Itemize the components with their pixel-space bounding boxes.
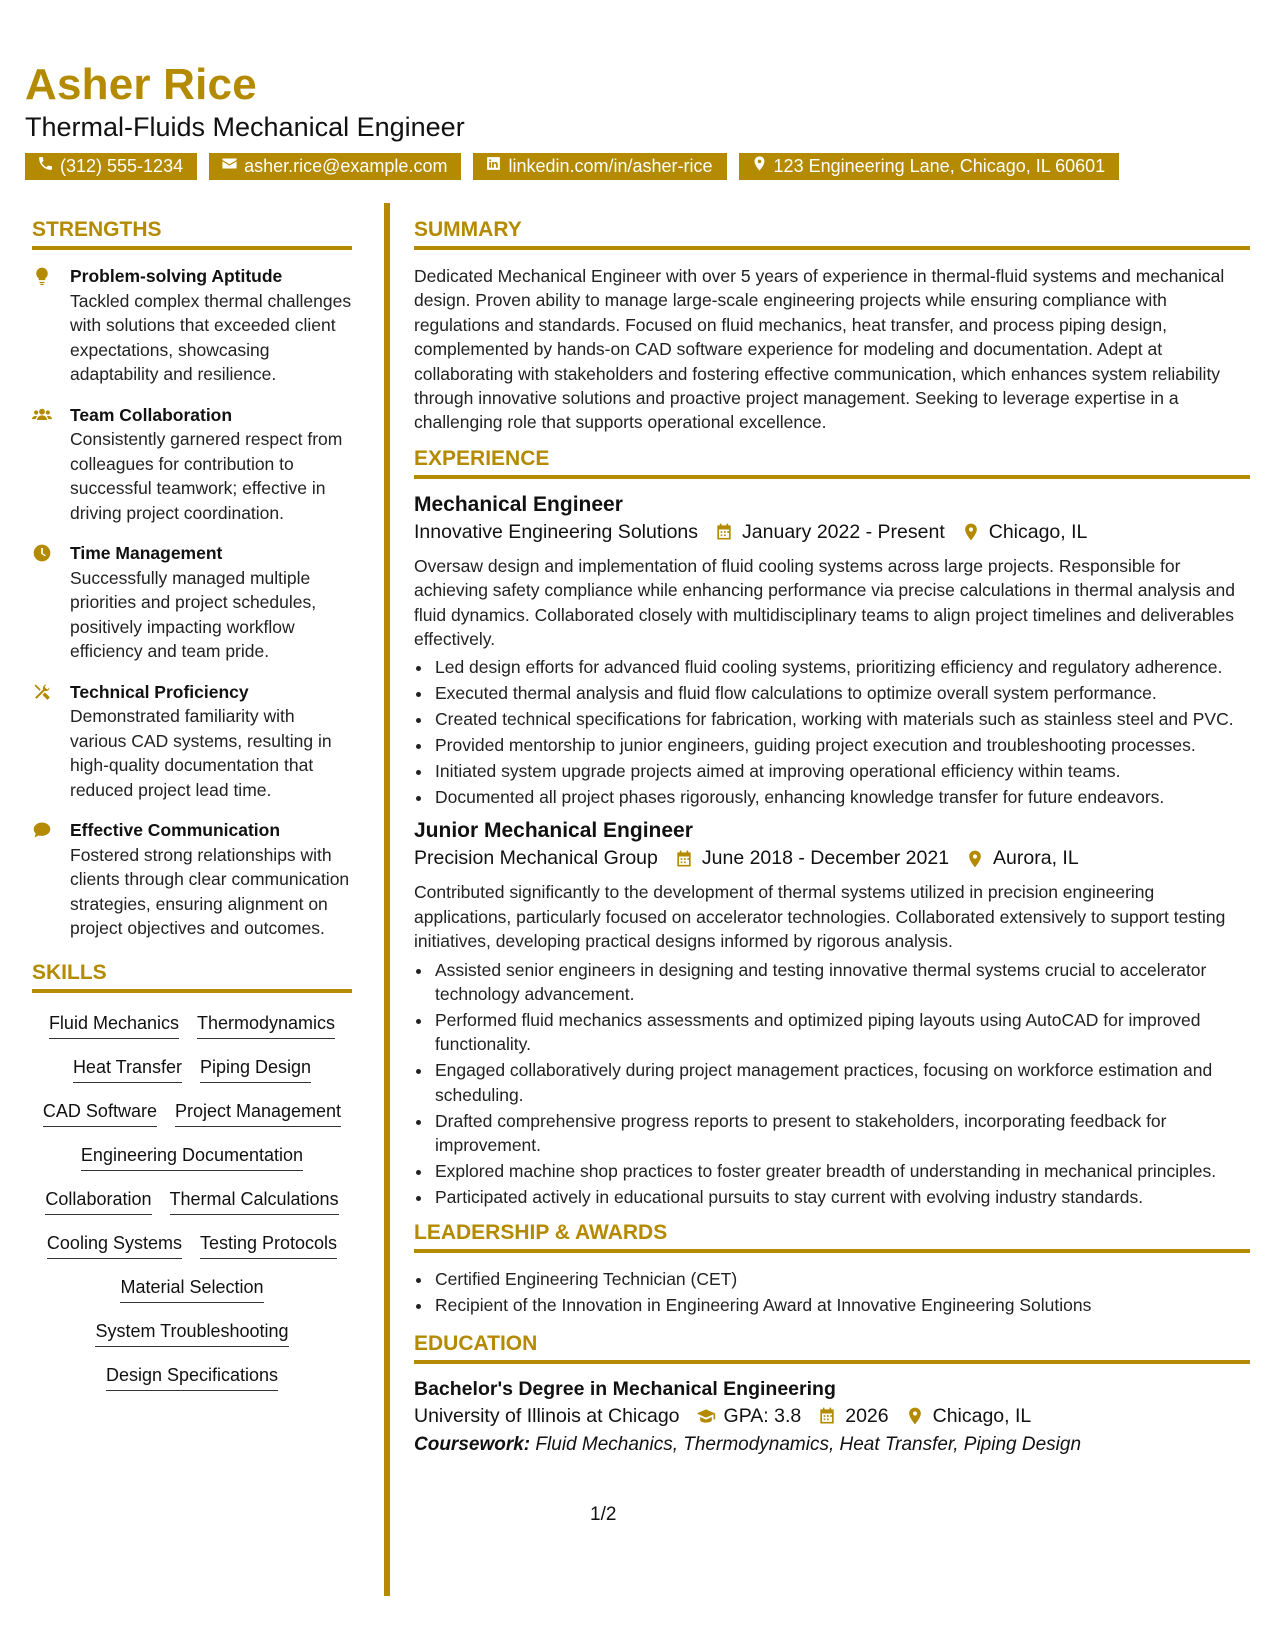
calendar-icon bbox=[714, 522, 734, 542]
bullet-item: • Created technical specifications for fabrication, working with materials such as stainless steel and PVC. bbox=[433, 707, 1250, 731]
bullet-item: • Participated actively in educational pursuits to stay current with evolving industry standards. bbox=[433, 1185, 1250, 1209]
job-description: Oversaw design and implementation of fluid cooling systems across large projects. Responsible for achieving safety compliance while enhancing performance via precise calculations in thermal analysis and fluid dynamics. Collaborated closely with multidisciplinary teams to align project timelines and deliverables effectively. bbox=[414, 555, 1235, 650]
skill-tag: Fluid Mechanics bbox=[49, 1011, 179, 1039]
experience-heading: EXPERIENCE bbox=[414, 447, 1250, 479]
strengths-heading: STRENGTHS bbox=[32, 218, 352, 250]
strength-item bbox=[32, 818, 352, 941]
summary-heading: SUMMARY bbox=[414, 218, 1250, 250]
gpa: GPA: 3.8 bbox=[723, 1404, 802, 1427]
strength-text: Consistently garnered respect from colleagues for contribution to successful teamwork; effective in driving project coordination. bbox=[70, 429, 343, 523]
company-name: Precision Mechanical Group bbox=[414, 847, 658, 870]
left-column bbox=[32, 218, 352, 1391]
school-location: Chicago, IL bbox=[932, 1404, 1032, 1427]
contact-phone[interactable] bbox=[25, 153, 197, 180]
bullet-item: • Performed fluid mechanics assessments and optimized piping layouts using AutoCAD for improved functionality. bbox=[433, 1008, 1250, 1057]
map-pin-icon bbox=[965, 849, 985, 869]
strength-item bbox=[32, 680, 352, 803]
skill-tag: Thermodynamics bbox=[197, 1011, 335, 1039]
bullet-item: • Initiated system upgrade projects aimed at improving operational efficiency within teams. bbox=[433, 759, 1250, 783]
bullet-item: • Provided mentorship to junior engineers, guiding project execution and troubleshooting processes. bbox=[433, 733, 1250, 757]
skills-list bbox=[32, 1009, 352, 1391]
coursework-label: Coursework: bbox=[414, 1433, 531, 1455]
job-location: Aurora, IL bbox=[993, 847, 1079, 870]
bullet-item: • Drafted comprehensive progress reports to present to stakeholders, incorporating feedback for improvement. bbox=[433, 1109, 1250, 1158]
contact-email[interactable] bbox=[209, 153, 461, 180]
strength-text: Demonstrated familiarity with various CAD systems, resulting in high-quality documentation that reduced project lead time. bbox=[70, 706, 332, 800]
skill-tag: Design Specifications bbox=[106, 1363, 278, 1391]
envelope-icon bbox=[221, 153, 238, 180]
skill-tag: Piping Design bbox=[200, 1055, 311, 1083]
leadership-heading: LEADERSHIP & AWARDS bbox=[414, 1221, 1250, 1253]
skill-tag: Project Management bbox=[175, 1099, 341, 1127]
comment-icon bbox=[32, 818, 70, 941]
skill-tag: Cooling Systems bbox=[47, 1231, 182, 1259]
bullet-item: • Recipient of the Innovation in Engineering Award at Innovative Engineering Solutions bbox=[433, 1293, 1250, 1317]
map-pin-icon bbox=[905, 1406, 925, 1426]
skill-tag: CAD Software bbox=[43, 1099, 157, 1127]
summary-text: Dedicated Mechanical Engineer with over 5 years of experience in thermal-fluid systems and mechanical design. Proven ability to manage large-scale engineering projects while ensuring compliance with regulations and standards. Focused on fluid mechanics, heat transfer, and process piping design, complemented by hands-on CAD software experience for modeling and documentation. Adept at collaborating with stakeholders and fostering effective communication, which enhances system reliability through innovative solutions and proactive project management. Seeking to leverage expertise in a challenging role that supports operational excellence. bbox=[414, 266, 1225, 433]
job-dates: January 2022 - Present bbox=[742, 520, 945, 543]
bullet-item: • Documented all project phases rigorously, enhancing knowledge transfer for future endeavors. bbox=[433, 785, 1250, 809]
strength-title: Team Collaboration bbox=[70, 404, 233, 425]
lightbulb-icon bbox=[32, 264, 70, 387]
skill-tag: Thermal Calculations bbox=[170, 1187, 339, 1215]
job-location: Chicago, IL bbox=[988, 520, 1088, 543]
coursework-list: Fluid Mechanics, Thermodynamics, Heat Transfer, Piping Design bbox=[535, 1433, 1082, 1455]
skill-tag: Testing Protocols bbox=[200, 1231, 337, 1259]
skill-tag: Collaboration bbox=[45, 1187, 151, 1215]
page-number: 1/2 bbox=[590, 1504, 617, 1525]
candidate-title: Thermal-Fluids Mechanical Engineer bbox=[25, 112, 465, 142]
leadership-list bbox=[414, 1267, 1250, 1317]
strength-item bbox=[32, 264, 352, 387]
clock-icon bbox=[32, 541, 70, 664]
bullet-item: • Engaged collaboratively during project management practices, focusing on workforce estimation and scheduling. bbox=[433, 1058, 1250, 1107]
skill-tag: Engineering Documentation bbox=[81, 1143, 303, 1171]
strength-item bbox=[32, 541, 352, 664]
bullet-item: • Certified Engineering Technician (CET) bbox=[433, 1267, 1250, 1291]
job-title: Mechanical Engineer bbox=[414, 492, 623, 516]
degree-title: Bachelor's Degree in Mechanical Engineering bbox=[414, 1377, 836, 1400]
job-bullets bbox=[414, 958, 1250, 1210]
contact-text: linkedin.com/in/asher-rice bbox=[508, 156, 713, 176]
education-heading: EDUCATION bbox=[414, 1332, 1250, 1364]
skill-tag: System Troubleshooting bbox=[95, 1319, 288, 1347]
contact-text: 123 Engineering Lane, Chicago, IL 60601 bbox=[773, 156, 1106, 176]
coursework bbox=[414, 1434, 1250, 1456]
job-title: Junior Mechanical Engineer bbox=[414, 819, 693, 843]
phone-icon bbox=[37, 153, 54, 180]
contact-linkedin[interactable] bbox=[473, 153, 726, 180]
column-divider bbox=[384, 203, 390, 1596]
strength-title: Time Management bbox=[70, 543, 223, 563]
strength-text: Fostered strong relationships with clients through clear communication strategies, ensuring alignment on project objectives and outcomes. bbox=[70, 844, 350, 938]
bullet-item: • Assisted senior engineers in designing and testing innovative thermal systems crucial to accelerator technology advancement. bbox=[433, 958, 1250, 1007]
map-pin-icon bbox=[751, 153, 768, 180]
strength-title: Technical Proficiency bbox=[70, 681, 249, 702]
job-bullets bbox=[414, 655, 1250, 809]
job-description: Contributed significantly to the development of thermal systems utilized in precision engineering applications, particularly focused on accelerator technologies. Collaborated extensively to support testing initiatives, developing practical designs informed by rigorous analysis. bbox=[414, 882, 1226, 952]
job-entry bbox=[414, 493, 1250, 810]
job-meta bbox=[414, 847, 1250, 870]
bullet-item: • Executed thermal analysis and fluid flow calculations to optimize overall system performance. bbox=[433, 681, 1250, 705]
graduation-year: 2026 bbox=[845, 1404, 889, 1427]
calendar-icon bbox=[674, 849, 694, 869]
contact-address[interactable] bbox=[739, 153, 1120, 180]
job-dates: June 2018 - December 2021 bbox=[701, 847, 950, 870]
bullet-item: • Explored machine shop practices to foster greater breadth of understanding in mechanical principles. bbox=[433, 1159, 1250, 1183]
contact-text: asher.rice@example.com bbox=[244, 156, 448, 176]
contact-bar bbox=[25, 153, 1119, 180]
tools-icon bbox=[32, 680, 70, 803]
candidate-name: Asher Rice bbox=[25, 60, 257, 109]
strength-text: Tackled complex thermal challenges with solutions that exceeded client expectations, showcasing adaptability and resilience. bbox=[70, 290, 352, 384]
skill-tag: Heat Transfer bbox=[73, 1055, 182, 1083]
linkedin-icon bbox=[485, 153, 502, 180]
bullet-item: • Led design efforts for advanced fluid cooling systems, prioritizing efficiency and regulatory adherence. bbox=[433, 655, 1250, 679]
graduation-cap-icon bbox=[696, 1406, 716, 1426]
company-name: Innovative Engineering Solutions bbox=[414, 520, 699, 543]
education-meta bbox=[414, 1405, 1250, 1428]
job-entry bbox=[414, 819, 1250, 1209]
strength-text: Successfully managed multiple priorities and project schedules, positively impacting workflow efficiency and team pride. bbox=[70, 567, 317, 661]
job-meta bbox=[414, 521, 1250, 544]
school-name: University of Illinois at Chicago bbox=[414, 1404, 680, 1427]
strength-title: Effective Communication bbox=[70, 820, 281, 840]
right-column bbox=[414, 218, 1250, 1456]
skills-heading: SKILLS bbox=[32, 961, 352, 993]
strength-item bbox=[32, 403, 352, 526]
users-icon bbox=[32, 403, 70, 526]
strength-title: Problem-solving Aptitude bbox=[70, 266, 283, 286]
calendar-icon bbox=[817, 1406, 837, 1426]
skill-tag: Material Selection bbox=[120, 1275, 263, 1303]
contact-text: (312) 555-1234 bbox=[60, 156, 184, 176]
map-pin-icon bbox=[961, 522, 981, 542]
